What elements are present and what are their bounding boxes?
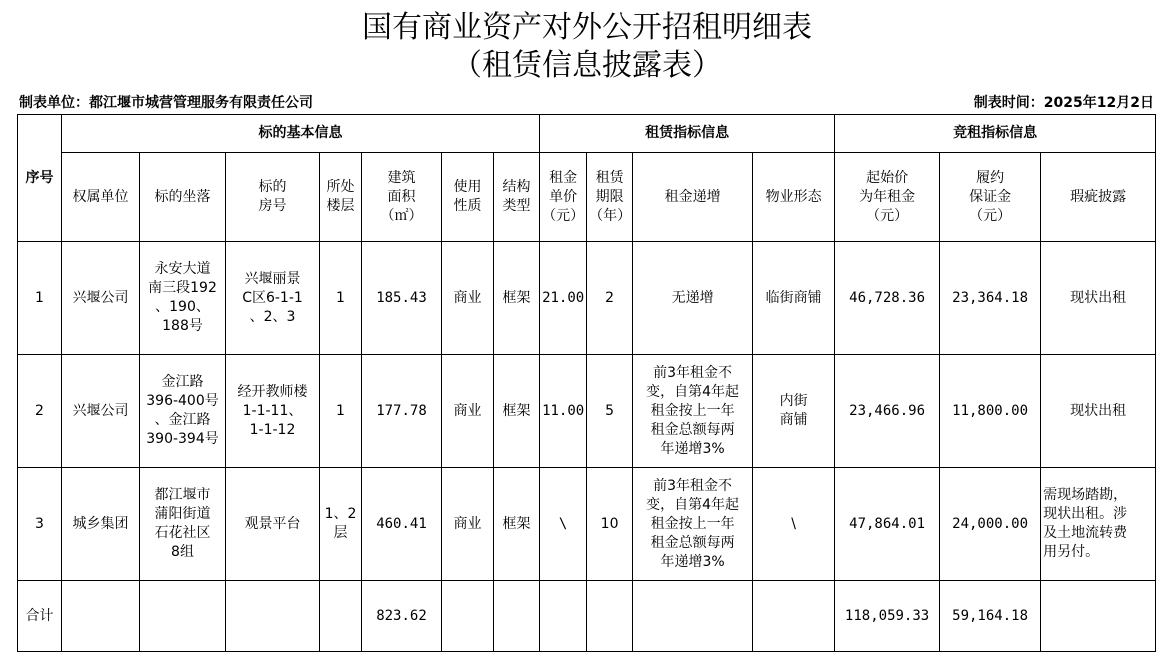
cell-area: 185.43 — [362, 242, 442, 355]
cell-defects: 需现场踏勘， 现状出租。涉 及土地流转费 用另付。 — [1041, 468, 1156, 581]
page-subtitle: （租赁信息披露表） — [452, 48, 722, 83]
total-label: 合计 — [18, 581, 62, 652]
cell-form: \ — [753, 468, 835, 581]
group-basic-info: 标的基本信息 — [62, 115, 540, 153]
cell-start-price: 46,728.36 — [835, 242, 940, 355]
cell-structure: 框架 — [494, 355, 540, 468]
header-increase: 租金递增 — [633, 153, 753, 242]
cell-location: 金江路 396-400号 、金江路 390-394号 — [140, 355, 226, 468]
cell-term: 10 — [587, 468, 633, 581]
cell-form: 内街 商铺 — [753, 355, 835, 468]
cell-room: 观景平台 — [226, 468, 320, 581]
group-bid-info: 竞租指标信息 — [835, 115, 1156, 153]
column-header-row — [18, 153, 1156, 242]
header-location: 标的坐落 — [140, 153, 226, 242]
total-area: 823.62 — [362, 581, 442, 652]
total-start-price: 118,059.33 — [835, 581, 940, 652]
issuing-unit: 制表单位：都江堰市城营管理服务有限责任公司 — [19, 95, 313, 111]
total-empty — [442, 581, 494, 652]
cell-use: 商业 — [442, 242, 494, 355]
header-start-price: 起始价 为年租金 （元） — [835, 153, 940, 242]
cell-structure: 框架 — [494, 242, 540, 355]
header-floor: 所处 楼层 — [320, 153, 362, 242]
cell-index: 2 — [18, 355, 62, 468]
issue-date: 制表时间：2025年12月2日 — [973, 95, 1154, 111]
header-use: 使用 性质 — [442, 153, 494, 242]
lease-detail-table — [17, 114, 1156, 652]
header-term: 租赁 期限 （年） — [587, 153, 633, 242]
cell-unit-price: \ — [540, 468, 587, 581]
cell-term: 5 — [587, 355, 633, 468]
table-row — [18, 355, 1156, 468]
total-empty — [633, 581, 753, 652]
cell-owner: 兴堰公司 — [62, 355, 140, 468]
cell-unit-price: 21.00 — [540, 242, 587, 355]
total-empty — [226, 581, 320, 652]
cell-owner: 城乡集团 — [62, 468, 140, 581]
cell-term: 2 — [587, 242, 633, 355]
total-empty — [62, 581, 140, 652]
cell-location: 都江堰市 蒲阳街道 石花社区 8组 — [140, 468, 226, 581]
group-header-row — [18, 115, 1156, 153]
cell-floor: 1、2 层 — [320, 468, 362, 581]
cell-structure: 框架 — [494, 468, 540, 581]
cell-start-price: 47,864.01 — [835, 468, 940, 581]
cell-start-price: 23,466.96 — [835, 355, 940, 468]
table-row — [18, 468, 1156, 581]
cell-floor: 1 — [320, 355, 362, 468]
header-room: 标的 房号 — [226, 153, 320, 242]
cell-area: 460.41 — [362, 468, 442, 581]
cell-use: 商业 — [442, 355, 494, 468]
total-empty — [140, 581, 226, 652]
header-owner: 权属单位 — [62, 153, 140, 242]
cell-deposit: 24,000.00 — [940, 468, 1041, 581]
cell-unit-price: 11.00 — [540, 355, 587, 468]
total-row — [18, 581, 1156, 652]
cell-area: 177.78 — [362, 355, 442, 468]
total-empty — [540, 581, 587, 652]
header-index: 序号 — [18, 115, 62, 242]
cell-room: 兴堰丽景 C区6-1-1 、2、3 — [226, 242, 320, 355]
cell-defects: 现状出租 — [1041, 242, 1156, 355]
total-empty — [320, 581, 362, 652]
header-unit-price: 租金 单价 （元） — [540, 153, 587, 242]
total-empty — [1041, 581, 1156, 652]
group-lease-info: 租赁指标信息 — [540, 115, 835, 153]
header-defects: 瑕疵披露 — [1041, 153, 1156, 242]
table-row — [18, 242, 1156, 355]
cell-increase: 前3年租金不 变，自第4年起 租金按上一年 租金总额每两 年递增3% — [633, 355, 753, 468]
cell-index: 1 — [18, 242, 62, 355]
header-deposit: 履约 保证金 （元） — [940, 153, 1041, 242]
total-empty — [494, 581, 540, 652]
cell-index: 3 — [18, 468, 62, 581]
page-title: 国有商业资产对外公开招租明细表 — [362, 10, 812, 45]
total-empty — [587, 581, 633, 652]
cell-owner: 兴堰公司 — [62, 242, 140, 355]
total-deposit: 59,164.18 — [940, 581, 1041, 652]
cell-form: 临街商铺 — [753, 242, 835, 355]
header-structure: 结构 类型 — [494, 153, 540, 242]
cell-deposit: 23,364.18 — [940, 242, 1041, 355]
cell-deposit: 11,800.00 — [940, 355, 1041, 468]
cell-use: 商业 — [442, 468, 494, 581]
cell-increase: 无递增 — [633, 242, 753, 355]
cell-increase: 前3年租金不 变，自第4年起 租金按上一年 租金总额每两 年递增3% — [633, 468, 753, 581]
header-form: 物业形态 — [753, 153, 835, 242]
cell-defects: 现状出租 — [1041, 355, 1156, 468]
cell-floor: 1 — [320, 242, 362, 355]
total-empty — [753, 581, 835, 652]
cell-location: 永安大道 南三段192 、190、 188号 — [140, 242, 226, 355]
cell-room: 经开教师楼 1-1-11、 1-1-12 — [226, 355, 320, 468]
header-area: 建筑 面积 （㎡） — [362, 153, 442, 242]
